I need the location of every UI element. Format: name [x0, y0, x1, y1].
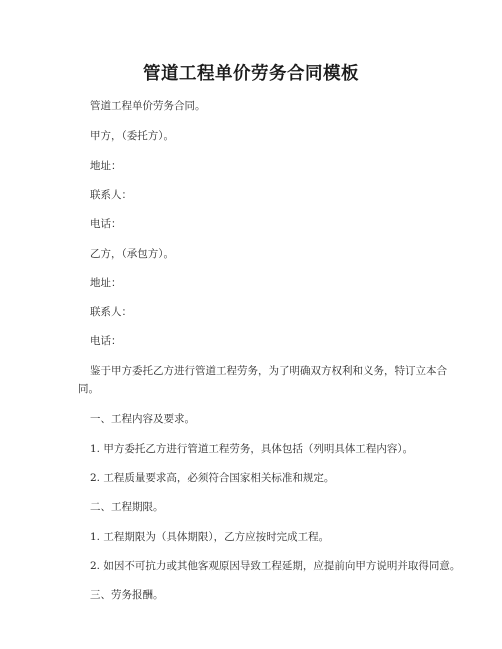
section-1-heading: 一、工程内容及要求。	[90, 413, 195, 425]
party-a-label: 甲方，（委托方）。	[90, 130, 174, 142]
party-a-contact: 联系人：	[90, 189, 132, 201]
section-2-item-2: 2. 如因不可抗力或其他客观原因导致工程延期，应提前向甲方说明并取得同意。	[90, 560, 461, 572]
document-title: 管道工程单价劳务合同模板	[143, 64, 359, 84]
contract-intro: 管道工程单价劳务合同。	[90, 100, 206, 112]
section-1-item-2: 2. 工程质量要求高，必须符合国家相关标准和规定。	[90, 472, 335, 484]
section-2-heading: 二、工程期限。	[90, 501, 164, 513]
party-b-label: 乙方，（承包方）。	[90, 248, 174, 260]
party-a-address: 地址：	[90, 160, 122, 172]
section-2-item-1: 1. 工程期限为（具体期限），乙方应按时完成工程。	[90, 531, 330, 543]
preamble-line-2: 同。	[78, 383, 99, 395]
section-1-item-1: 1. 甲方委托乙方进行管道工程劳务，具体包括（列明具体工程内容）。	[90, 443, 414, 455]
section-3-heading: 三、劳务报酬。	[90, 589, 164, 601]
party-b-phone: 电话：	[90, 335, 122, 347]
party-b-address: 地址：	[90, 277, 122, 289]
party-b-contact: 联系人：	[90, 306, 132, 318]
party-a-phone: 电话：	[90, 218, 122, 230]
preamble-line-1: 鉴于甲方委托乙方进行管道工程劳务，为了明确双方权利和义务，特订立本合	[90, 365, 447, 377]
